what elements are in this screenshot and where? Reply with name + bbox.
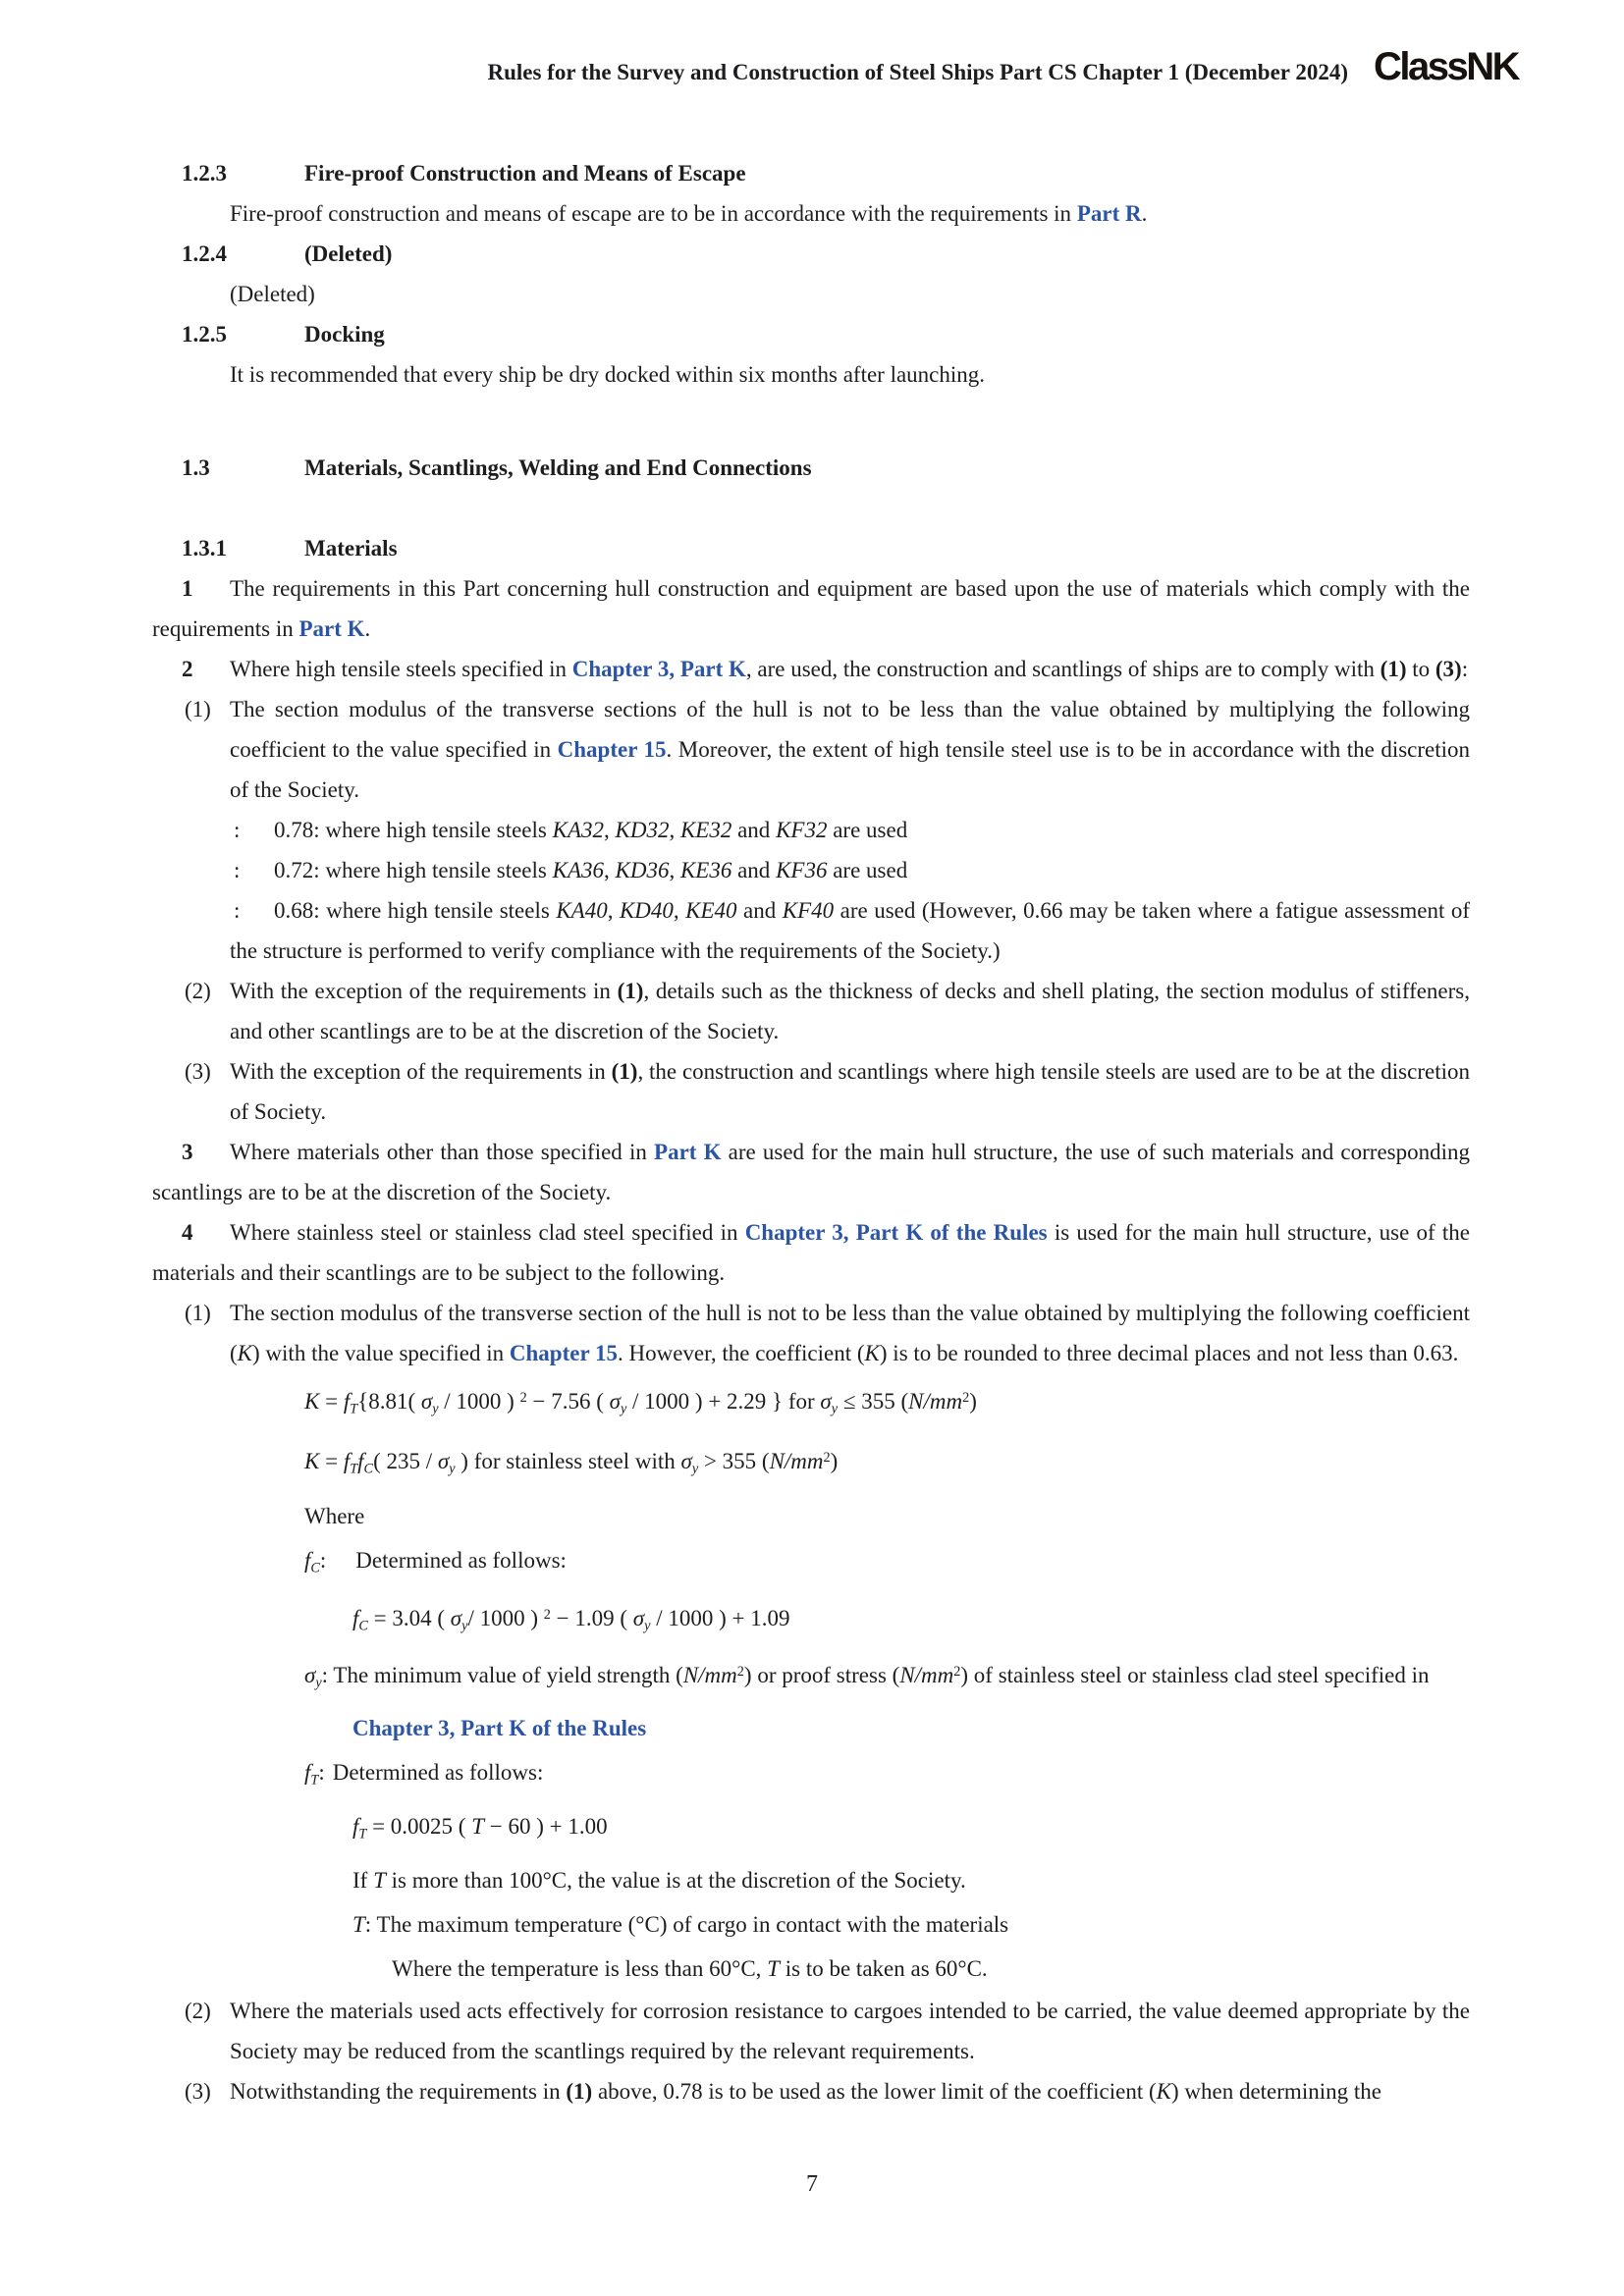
text-run: KD40 — [619, 898, 674, 923]
text-run: KD36 — [615, 858, 670, 882]
text-run: / 1000 ) — [438, 1389, 520, 1415]
list-marker: 1 — [182, 576, 193, 601]
list-marker: : — [234, 898, 241, 923]
cross-reference-link[interactable]: Chapter 15 — [557, 737, 667, 762]
cross-reference-link[interactable]: Chapter 15 — [509, 1341, 618, 1365]
text-run: Determined as follows: — [332, 1759, 544, 1785]
text-run: N/mm — [769, 1449, 824, 1474]
formula-fc — [152, 1590, 1470, 1650]
text-run: KF32 — [776, 818, 828, 842]
text-run: K — [237, 1341, 253, 1365]
text-run: , details such as the thickness of decks and shell plating, the section modulus of stiffeners, and other scantlings are to be at the discretion of the Society. — [230, 979, 1470, 1043]
text-run: , — [604, 818, 616, 842]
text-run: σ — [609, 1389, 621, 1415]
text-run: : The minimum value of yield strength ( — [321, 1663, 683, 1688]
text-run: , the construction and scantlings where high tensile steels are used are to be at the discretion of Society. — [230, 1059, 1470, 1124]
list-marker: 3 — [182, 1140, 193, 1164]
note-t-under-60 — [152, 1947, 1470, 1991]
text-run: K — [864, 1341, 880, 1365]
coefficient-entry-068 — [152, 890, 1470, 971]
text-run: ) for stainless steel with — [455, 1449, 681, 1474]
cross-reference-link[interactable]: Part K — [298, 616, 365, 641]
text-run: ) is to be rounded to three decimal places and not less than 0.63. — [879, 1341, 1459, 1365]
text-run: , — [607, 898, 620, 923]
text-run: σ — [680, 1449, 692, 1474]
text-run: y — [449, 1461, 456, 1477]
list-marker: : — [234, 818, 241, 842]
text-run: T — [310, 1772, 319, 1789]
text-run: With the exception of the requirements in — [230, 1059, 612, 1084]
text-run: KE32 — [679, 818, 732, 842]
text-run: Where the materials used acts effectively for corrosion resistance to cargoes intended to be carried, the value deemed appropriate by the Society may be reduced from the scantlings required by the relevant requirements. — [230, 1999, 1470, 2064]
section-1-2-3-heading — [152, 153, 1470, 193]
text-run: Fire-proof construction and means of escape are to be in accordance with the requirements in — [230, 201, 1077, 226]
section-1-2-3-paragraph — [152, 193, 1470, 234]
text-run: y — [691, 1461, 699, 1477]
text-run: σ — [420, 1389, 433, 1415]
paragraph-4 — [152, 1212, 1470, 1293]
text-run: ) with the value specified in — [252, 1341, 510, 1365]
text-run: 2 — [519, 1390, 527, 1406]
text-run: N/mm — [908, 1389, 963, 1415]
text-run: 2 — [962, 1390, 970, 1406]
cross-reference-link[interactable]: Part K — [654, 1140, 722, 1164]
list-item-2 — [152, 971, 1470, 1051]
text-run: Notwithstanding the requirements in — [230, 2079, 567, 2105]
text-run: 2 — [543, 1607, 551, 1624]
text-run: 0.72: where high tensile steels — [274, 858, 553, 882]
text-run: = 0.0025 ( — [366, 1814, 472, 1840]
text-run: Where materials other than those specified in — [230, 1140, 655, 1164]
text-run: N/mm — [899, 1663, 954, 1688]
cross-reference-link[interactable]: Chapter 3, Part K — [571, 657, 746, 681]
text-run: Fire-proof Construction and Means of Escape — [304, 161, 746, 186]
text-run: are used (However, 0.66 may be taken where a fatigue assessment of the structure is performed to verify compliance with the requirements of the Society.) — [230, 898, 1471, 963]
section-1-2-5-paragraph — [152, 354, 1470, 395]
text-run: is used for the main hull structure, use of the materials and their scantlings are to be subject to the following. — [152, 1220, 1470, 1285]
text-run: : — [1461, 657, 1469, 681]
section-1-2-5-heading — [152, 314, 1470, 354]
text-run: − 60 ) + 1.00 — [484, 1814, 608, 1840]
text-run: and — [731, 818, 777, 842]
text-run: : — [319, 1547, 327, 1573]
list-marker: 1.2.3 — [182, 161, 227, 186]
text-run: Docking — [304, 322, 385, 347]
text-run: 2 — [823, 1450, 831, 1467]
paragraph-1 — [152, 568, 1470, 649]
document-title: Rules for the Survey and Construction of Steel Ships Part CS Chapter 1 (December 2024) — [487, 60, 1348, 84]
text-run: K — [304, 1449, 320, 1474]
text-run: T — [350, 1401, 358, 1417]
text-run: KA32 — [552, 818, 604, 842]
text-run: / 1000 ) + 2.29 } for — [626, 1389, 821, 1415]
text-run: . Moreover, the extent of high tensile steel use is to be in accordance with the discretion of the Society. — [230, 737, 1471, 802]
text-run: KE40 — [685, 898, 737, 923]
section-1-2-4-paragraph — [152, 274, 1470, 314]
text-run: (1) — [1380, 657, 1407, 681]
list-marker: (1) — [185, 1301, 211, 1325]
text-run: / 1000 ) — [467, 1606, 544, 1631]
text-run: Determined as follows: — [355, 1547, 567, 1573]
text-run: ) when determining the — [1170, 2079, 1381, 2105]
list-marker: 1.3.1 — [182, 536, 227, 561]
formula-k-tensile — [152, 1373, 1470, 1433]
text-run: y — [315, 1675, 322, 1691]
text-run: KA36 — [552, 858, 604, 882]
cross-reference-link[interactable]: Part R — [1076, 201, 1142, 226]
text-run: , — [669, 858, 680, 882]
text-run: > 355 ( — [698, 1449, 770, 1474]
text-run: T — [350, 1461, 358, 1477]
text-run: σ — [437, 1449, 450, 1474]
sigma-y-definition — [152, 1650, 1470, 1749]
text-run: KE36 — [679, 858, 732, 882]
text-run: , — [604, 858, 616, 882]
text-run: Where — [304, 1503, 365, 1528]
coefficient-entry-072 — [152, 850, 1470, 890]
text-run: (1) — [617, 979, 644, 1003]
text-run: ) — [830, 1449, 839, 1474]
text-run: = — [319, 1389, 344, 1415]
text-run: . However, the coefficient ( — [618, 1341, 865, 1365]
list-item-1 — [152, 689, 1470, 810]
text-run: (Deleted) — [304, 241, 393, 266]
text-run: K — [1156, 2079, 1171, 2105]
page-header — [0, 47, 1518, 86]
text-run: {8.81( — [357, 1389, 421, 1415]
text-run: ) — [969, 1389, 977, 1415]
classnk-logo: ClassNK — [1373, 45, 1518, 88]
list-marker: 1.3 — [182, 455, 210, 480]
text-run: is more than 100°C, the value is at the discretion of the Society. — [385, 1868, 966, 1894]
text-run: ) of stainless steel or stainless clad steel specified in — [960, 1663, 1430, 1688]
text-run: (1) — [566, 2079, 593, 2105]
text-run: Materials, Scantlings, Welding and End Connections — [304, 455, 812, 480]
text-run: σ — [820, 1389, 832, 1415]
text-run: K — [304, 1389, 320, 1415]
list-item-4-3 — [152, 2071, 1470, 2111]
list-marker: : — [234, 858, 241, 882]
text-run: σ — [450, 1606, 462, 1631]
page-body — [152, 153, 1470, 2111]
text-run: f — [343, 1449, 351, 1474]
text-run: It is recommended that every ship be dry docked within six months after launching. — [230, 362, 986, 387]
cross-reference-link[interactable]: Chapter 3, Part K of the Rules — [744, 1220, 1048, 1245]
text-run: σ — [304, 1663, 316, 1688]
list-marker: 4 — [182, 1220, 193, 1245]
text-run: T — [352, 1912, 365, 1938]
text-run: The section modulus of the transverse sections of the hull is not to be less than the value obtained by multiplying the following coefficient to the value specified in — [230, 697, 1470, 762]
ft-definition-label — [152, 1750, 1470, 1802]
text-run: (3) — [1435, 657, 1462, 681]
list-marker: 1.2.4 — [182, 241, 227, 266]
text-run: , are used, the construction and scantlings of ships are to comply with — [745, 657, 1380, 681]
fc-definition-label — [152, 1538, 1470, 1590]
text-run: : The maximum temperature (°C) of cargo in contact with the materials — [364, 1912, 1009, 1938]
section-1-3-1-heading — [152, 528, 1470, 568]
text-run: 2 — [736, 1664, 744, 1681]
text-run: y — [432, 1401, 439, 1417]
cross-reference-link[interactable]: Chapter 3, Part K of the Rules — [352, 1715, 647, 1740]
list-marker: 1.2.5 — [182, 322, 227, 347]
text-run: T — [358, 1826, 367, 1842]
text-run: are used — [827, 818, 908, 842]
text-run: . — [1141, 201, 1148, 226]
text-run: Where high tensile steels specified in — [230, 657, 572, 681]
text-run: f — [304, 1547, 311, 1573]
text-run: T — [767, 1956, 780, 1982]
paragraph-2 — [152, 649, 1470, 689]
text-run: KF40 — [782, 898, 835, 923]
text-run: above, 0.78 is to be used as the lower limit of the coefficient ( — [592, 2079, 1157, 2105]
text-run: C — [358, 1618, 368, 1634]
text-run: are used — [827, 858, 908, 882]
text-run: . — [364, 616, 371, 641]
text-run: , — [673, 898, 686, 923]
text-run: 0.68: where high tensile steels — [274, 898, 557, 923]
text-run: ( 235 / — [373, 1449, 438, 1474]
text-run: 2 — [953, 1664, 961, 1681]
t-definition — [152, 1902, 1470, 1947]
text-run: f — [352, 1606, 359, 1631]
list-marker: (3) — [185, 2079, 211, 2105]
text-run: The requirements in this Part concerning hull construction and equipment are based upon the use of materials which comply with the requirements in — [152, 576, 1470, 641]
list-marker: 2 — [182, 657, 193, 681]
list-item-4-1 — [152, 1293, 1470, 1373]
list-item-3 — [152, 1051, 1470, 1132]
list-marker: (1) — [185, 697, 211, 721]
text-run: y — [644, 1618, 651, 1634]
note-t-over-100 — [152, 1858, 1470, 1902]
text-run: C — [310, 1560, 320, 1576]
text-run: = 3.04 ( — [367, 1606, 451, 1631]
text-run: f — [343, 1389, 351, 1415]
text-run: are used for the main hull structure, the use of such materials and corresponding scantlings are to be at the discretion of the Society. — [152, 1140, 1470, 1204]
text-run: / 1000 ) + 1.09 — [650, 1606, 790, 1631]
text-run: 0.78: where high tensile steels — [274, 818, 553, 842]
text-run: f — [357, 1449, 364, 1474]
text-run: If — [352, 1868, 374, 1894]
text-run: f — [352, 1814, 359, 1840]
text-run: is to be taken as 60°C. — [779, 1956, 988, 1982]
text-run: KD32 — [615, 818, 670, 842]
text-run: y — [831, 1401, 839, 1417]
text-run: KA40 — [556, 898, 608, 923]
text-run: ≤ 355 ( — [838, 1389, 909, 1415]
section-1-2-4-heading — [152, 234, 1470, 274]
text-run: C — [363, 1461, 374, 1477]
section-1-3-heading — [152, 448, 1470, 488]
coefficient-entry-078 — [152, 810, 1470, 850]
text-run: σ — [632, 1606, 645, 1631]
paragraph-3 — [152, 1132, 1470, 1212]
text-run: , — [669, 818, 680, 842]
text-run: (Deleted) — [230, 282, 315, 306]
text-run: and — [731, 858, 777, 882]
text-run: ) or proof stress ( — [743, 1663, 900, 1688]
text-run: to — [1406, 657, 1435, 681]
text-run: and — [736, 898, 783, 923]
text-run: (1) — [611, 1059, 638, 1084]
where-label — [152, 1494, 1470, 1538]
list-item-4-2 — [152, 1991, 1470, 2071]
text-run: With the exception of the requirements in — [230, 979, 618, 1003]
text-run: Where the temperature is less than 60°C, — [392, 1956, 768, 1982]
text-run: = — [319, 1449, 344, 1474]
list-marker: (3) — [185, 1059, 211, 1084]
text-run: T — [373, 1868, 386, 1894]
text-run: Where stainless steel or stainless clad steel specified in — [230, 1220, 745, 1245]
formula-ft — [152, 1802, 1470, 1858]
formula-k-stainless — [152, 1433, 1470, 1493]
text-run: f — [304, 1759, 311, 1785]
text-run: KF36 — [776, 858, 828, 882]
text-run: : — [318, 1759, 325, 1785]
list-marker: (2) — [185, 1999, 211, 2024]
text-run: y — [620, 1401, 627, 1417]
text-run: T — [471, 1814, 485, 1840]
text-run: − 7.56 ( — [526, 1389, 610, 1415]
page-number: 7 — [806, 2171, 818, 2197]
text-run: y — [461, 1618, 468, 1634]
text-run: Materials — [304, 536, 398, 561]
list-marker: (2) — [185, 979, 211, 1003]
text-run: N/mm — [682, 1663, 737, 1688]
text-run: The section modulus of the transverse section of the hull is not to be less than the value obtained by multiplying the following coefficient ( — [230, 1301, 1470, 1365]
text-run: − 1.09 ( — [550, 1606, 633, 1631]
